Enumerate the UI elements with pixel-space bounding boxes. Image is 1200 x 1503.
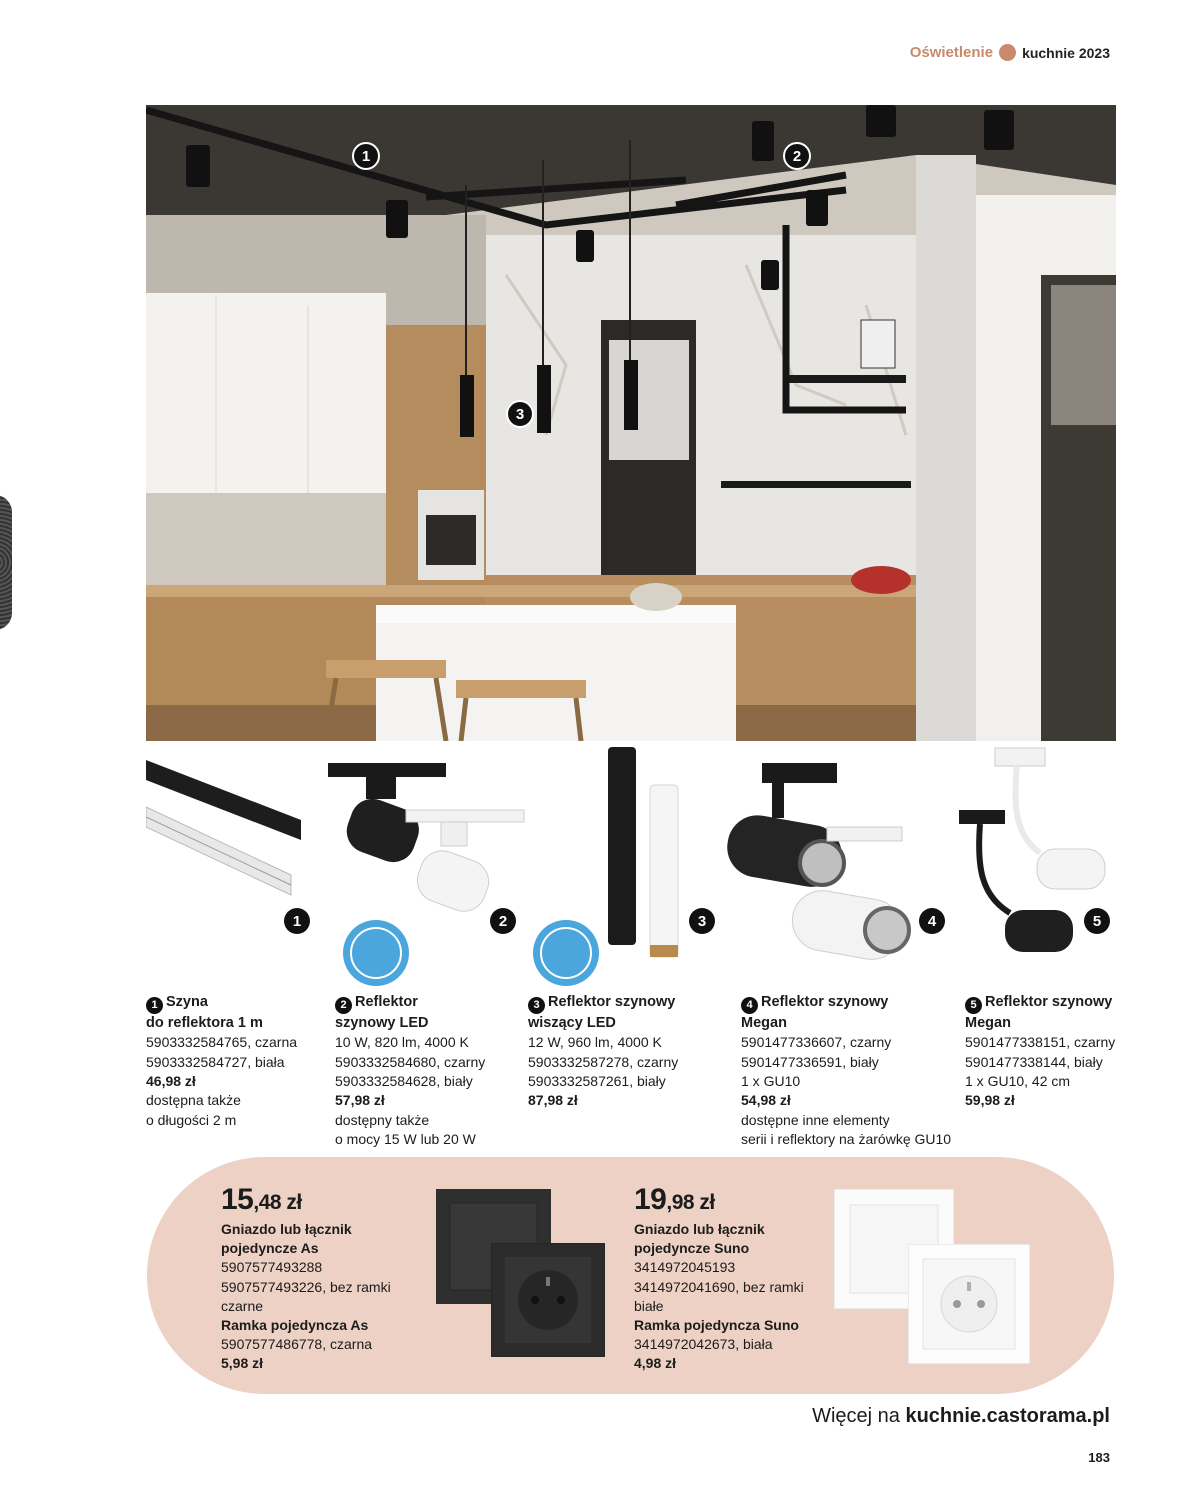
- product-3-image: [600, 745, 690, 965]
- promo-suno-name: Gniazdo lub łącznik: [634, 1221, 765, 1237]
- product-4-image: [722, 745, 912, 965]
- kitchen-photo: [146, 105, 1116, 741]
- product-3-marker: 3: [689, 908, 715, 934]
- hero-marker-3: 3: [506, 400, 534, 428]
- page-header: [910, 44, 1110, 61]
- product-2-note: dostępny także: [335, 1111, 430, 1128]
- product-4-note: dostępne inne elementy: [741, 1111, 890, 1128]
- product-5-bulb: 1 x GU10, 42 cm: [965, 1073, 1071, 1090]
- product-4-note-line2: serii i reflektory na żarówkę GU10: [741, 1130, 952, 1147]
- product-4-marker: 4: [919, 908, 945, 934]
- product-5-title-line2: Megan: [965, 1015, 1011, 1032]
- product-1-marker: 1: [284, 908, 310, 934]
- product-2-description: [335, 993, 520, 1149]
- website-link[interactable]: kuchnie.castorama.pl: [905, 1405, 1110, 1427]
- product-2-title-line2: szynowy LED: [335, 1015, 429, 1032]
- product-5-code-black: 5901477338151, czarny: [965, 1034, 1116, 1051]
- product-4-description: [741, 993, 1001, 1149]
- header-dot: [999, 44, 1016, 61]
- product-1-code-white: 5903332584727, biała: [146, 1053, 285, 1070]
- product-3-title: 3 Reflektor szynowy: [528, 993, 728, 1014]
- promo-suno-frame-code: 3414972042673, biała: [634, 1336, 773, 1353]
- product-4-price: 54,98 zł: [741, 1092, 791, 1109]
- product-3-title-line2: wiszący LED: [528, 1015, 616, 1032]
- promo-as-code-2: 5907577493226, bez ramki: [221, 1278, 391, 1295]
- promo-as-price: 15,48 zł: [221, 1183, 302, 1216]
- product-2-title: 2 Reflektor: [335, 993, 520, 1014]
- hero-marker-2: 2: [783, 142, 811, 170]
- promo-as-code-1: 5907577493288: [221, 1259, 323, 1276]
- promo-as-frame-price: 5,98 zł: [221, 1355, 264, 1372]
- product-2-code-white: 5903332584628, biały: [335, 1073, 473, 1090]
- product-3-code-white: 5903332587261, biały: [528, 1073, 666, 1090]
- product-5-title: 5 Reflektor szynowy: [965, 993, 1145, 1014]
- product-1-title: 1 Szyna: [146, 993, 331, 1014]
- product-3-code-black: 5903332587278, czarny: [528, 1053, 679, 1070]
- product-4-title-line2: Megan: [741, 1015, 787, 1032]
- product-1-note: dostępna także: [146, 1092, 241, 1109]
- promo-suno-frame-name: Ramka pojedyncza Suno: [634, 1317, 799, 1334]
- product-5-code-white: 5901477338144, biały: [965, 1053, 1103, 1070]
- page-number: 183: [1088, 1450, 1110, 1465]
- product-2-marker: 2: [490, 908, 516, 934]
- product-2-note-line2: o mocy 15 W lub 20 W: [335, 1130, 476, 1147]
- eco-energy-icon: [533, 920, 599, 986]
- product-1-image: [146, 745, 321, 925]
- promo-as-frame-name: Ramka pojedyncza As: [221, 1317, 369, 1334]
- promo-suno-name-line2: pojedyncze Suno: [634, 1240, 750, 1257]
- product-4-code-black: 5901477336607, czarny: [741, 1034, 892, 1051]
- product-1-description: [146, 993, 331, 1130]
- hero-marker-1: 1: [352, 142, 380, 170]
- promo-suno-code-2: 3414972041690, bez ramki: [634, 1278, 804, 1295]
- more-link[interactable]: [812, 1405, 1110, 1428]
- more-prefix: Więcej na: [812, 1405, 906, 1427]
- product-4-title: 4 Reflektor szynowy: [741, 993, 1001, 1014]
- section-title: Oświetlenie: [909, 44, 994, 61]
- product-1-price: 46,98 zł: [146, 1073, 196, 1090]
- promo-as-name-line2: pojedyncze As: [221, 1240, 319, 1257]
- edge-decoration: [0, 495, 12, 630]
- suno-white-socket-image: [908, 1244, 1030, 1364]
- catalog-title: kuchnie 2023: [1022, 44, 1110, 61]
- promo-as-text: [221, 1183, 431, 1374]
- product-3-specs: 12 W, 960 lm, 4000 K: [528, 1034, 662, 1051]
- promo-as-name: Gniazdo lub łącznik: [221, 1221, 352, 1237]
- product-2-code-black: 5903332584680, czarny: [335, 1053, 486, 1070]
- product-4-code-white: 5901477336591, biały: [741, 1053, 879, 1070]
- eco-energy-icon: [343, 920, 409, 986]
- product-2-price: 57,98 zł: [335, 1092, 385, 1109]
- promo-suno-text: [634, 1183, 844, 1374]
- product-3-description: [528, 993, 728, 1111]
- product-3-price: 87,98 zł: [528, 1092, 578, 1109]
- product-4-bulb: 1 x GU10: [741, 1073, 801, 1090]
- product-1-code-black: 5903332584765, czarna: [146, 1034, 298, 1051]
- product-1-title-line2: do reflektora 1 m: [146, 1015, 263, 1032]
- promo-suno-code-2-cont: białe: [634, 1297, 664, 1314]
- product-5-description: [965, 993, 1145, 1111]
- as-black-socket-image: [491, 1243, 605, 1357]
- product-5-price: 59,98 zł: [965, 1092, 1015, 1109]
- promo-suno-price: 19,98 zł: [634, 1183, 715, 1216]
- product-5-marker: 5: [1084, 908, 1110, 934]
- product-2-image: [326, 745, 526, 925]
- promo-as-frame-code: 5907577486778, czarna: [221, 1336, 373, 1353]
- product-1-note-line2: o długości 2 m: [146, 1111, 237, 1128]
- product-2-specs: 10 W, 820 lm, 4000 K: [335, 1034, 469, 1051]
- promo-as-code-2-cont: czarne: [221, 1297, 264, 1314]
- promo-suno-frame-price: 4,98 zł: [634, 1355, 677, 1372]
- promo-suno-code-1: 3414972045193: [634, 1259, 736, 1276]
